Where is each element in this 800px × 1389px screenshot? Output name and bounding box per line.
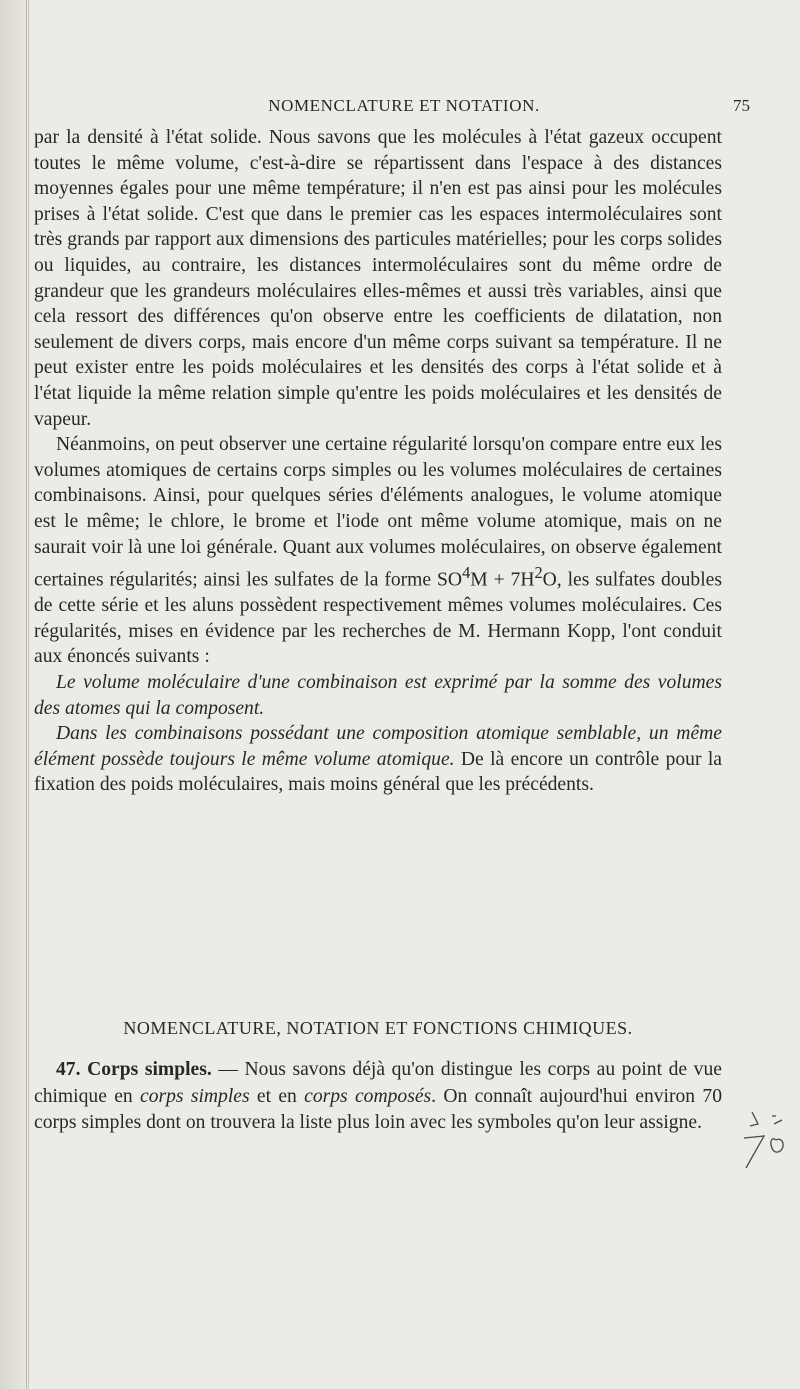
statement-roman-part: De là encore un contrôle pour la fixation des poids moléculaires, mais moins général que les précédents. [34,748,722,796]
page-number: 75 [733,96,750,115]
main-text [34,125,722,798]
handwritten-margin-annotation [742,1104,798,1176]
page-edge-line [28,0,29,1389]
paragraph-corps-simples [34,1057,722,1137]
term-corps-simples: corps simples [140,1085,250,1107]
section-title: Corps simples. [87,1059,212,1080]
paragraph-regularite-text-b: M + 7H [470,569,535,591]
statement-composition-semblable [34,721,722,798]
paragraph-densite: par la densité à l'état solide. Nous savons que les molécules à l'état gazeux occupent toutes le même volume, c'est-à-dire se répartissent dans l'espace à des distances moyennes égales pour une même température; il n'en est pas ainsi pour les molécules prises à l'état solide. C'est que dans le premier cas les espaces intermoléculaires sont très grands par rapport aux dimensions des particules matérielles; pour les corps solides ou liquides, au contraire, les distances intermoléculaires sont du même ordre de grandeur que les grandeurs moléculaires elles-mêmes et aussi très variables, ainsi que cela ressort des différences qu'on observe entre les coefficients de dilatation, non seulement de divers corps, mais encore d'un même corps suivant sa température. Il ne peut exister entre les poids moléculaires et les densités des corps à l'état solide et à l'état liquide la même relation simple qu'entre les poids moléculaires et les densités de vapeur. [34,127,722,430]
section-text-c: . On connaît aujourd'hui environ 70 corps simples dont on trouvera la liste plus loin avec les symboles qu'on leur assigne. [34,1085,722,1133]
running-head [34,96,774,120]
statement-italic-part: Dans les combinaisons possédant une composition atomique semblable, un même élément possède toujours le même volume atomique. [34,723,722,770]
running-head-title: NOMENCLATURE ET NOTATION. [268,96,540,115]
book-binding-gutter [0,0,27,1389]
section-text-b: et en [249,1085,305,1107]
formula-subscript-4: 4 [462,563,471,583]
section-heading: NOMENCLATURE, NOTATION ET FONCTIONS CHIMIQUES. [123,1018,633,1038]
formula-subscript-2: 2 [534,563,543,583]
paragraph-regularite-text-a: Néanmoins, on peut observer une certaine régularité lorsqu'on compare entre eux les volumes atomiques de certains corps simples ou les volumes moléculaires de certaines combinaisons. Ainsi, pour quelques séries d'éléments analogues, le volume atomique est le même; le chlore, le brome et l'iode ont même volume atomique, mais on ne saurait voir là une loi générale. Quant aux volumes moléculaires, on observe également certaines régularités; ainsi les sulfates de la forme SO [34,434,722,591]
term-corps-composes: corps composés [304,1085,432,1107]
section-text-a: — Nous savons déjà qu'on distingue les corps au point de vue chimique en [34,1059,722,1107]
paragraph-regularite-text-c: O, les sulfates doubles de cette série et les aluns possèdent respectivement mêmes volumes moléculaires. Ces régularités, mises en évidence par les recherches de M. Hermann Kopp, l'ont conduit aux énoncés suivants : [34,569,722,668]
statement-volume-moleculaire: Le volume moléculaire d'une combinaison est exprimé par la somme des volumes des atomes qui la composent. [34,672,722,719]
paragraph-regularite [34,432,722,670]
section-number: 47. [56,1059,81,1080]
section-text [34,1057,722,1137]
